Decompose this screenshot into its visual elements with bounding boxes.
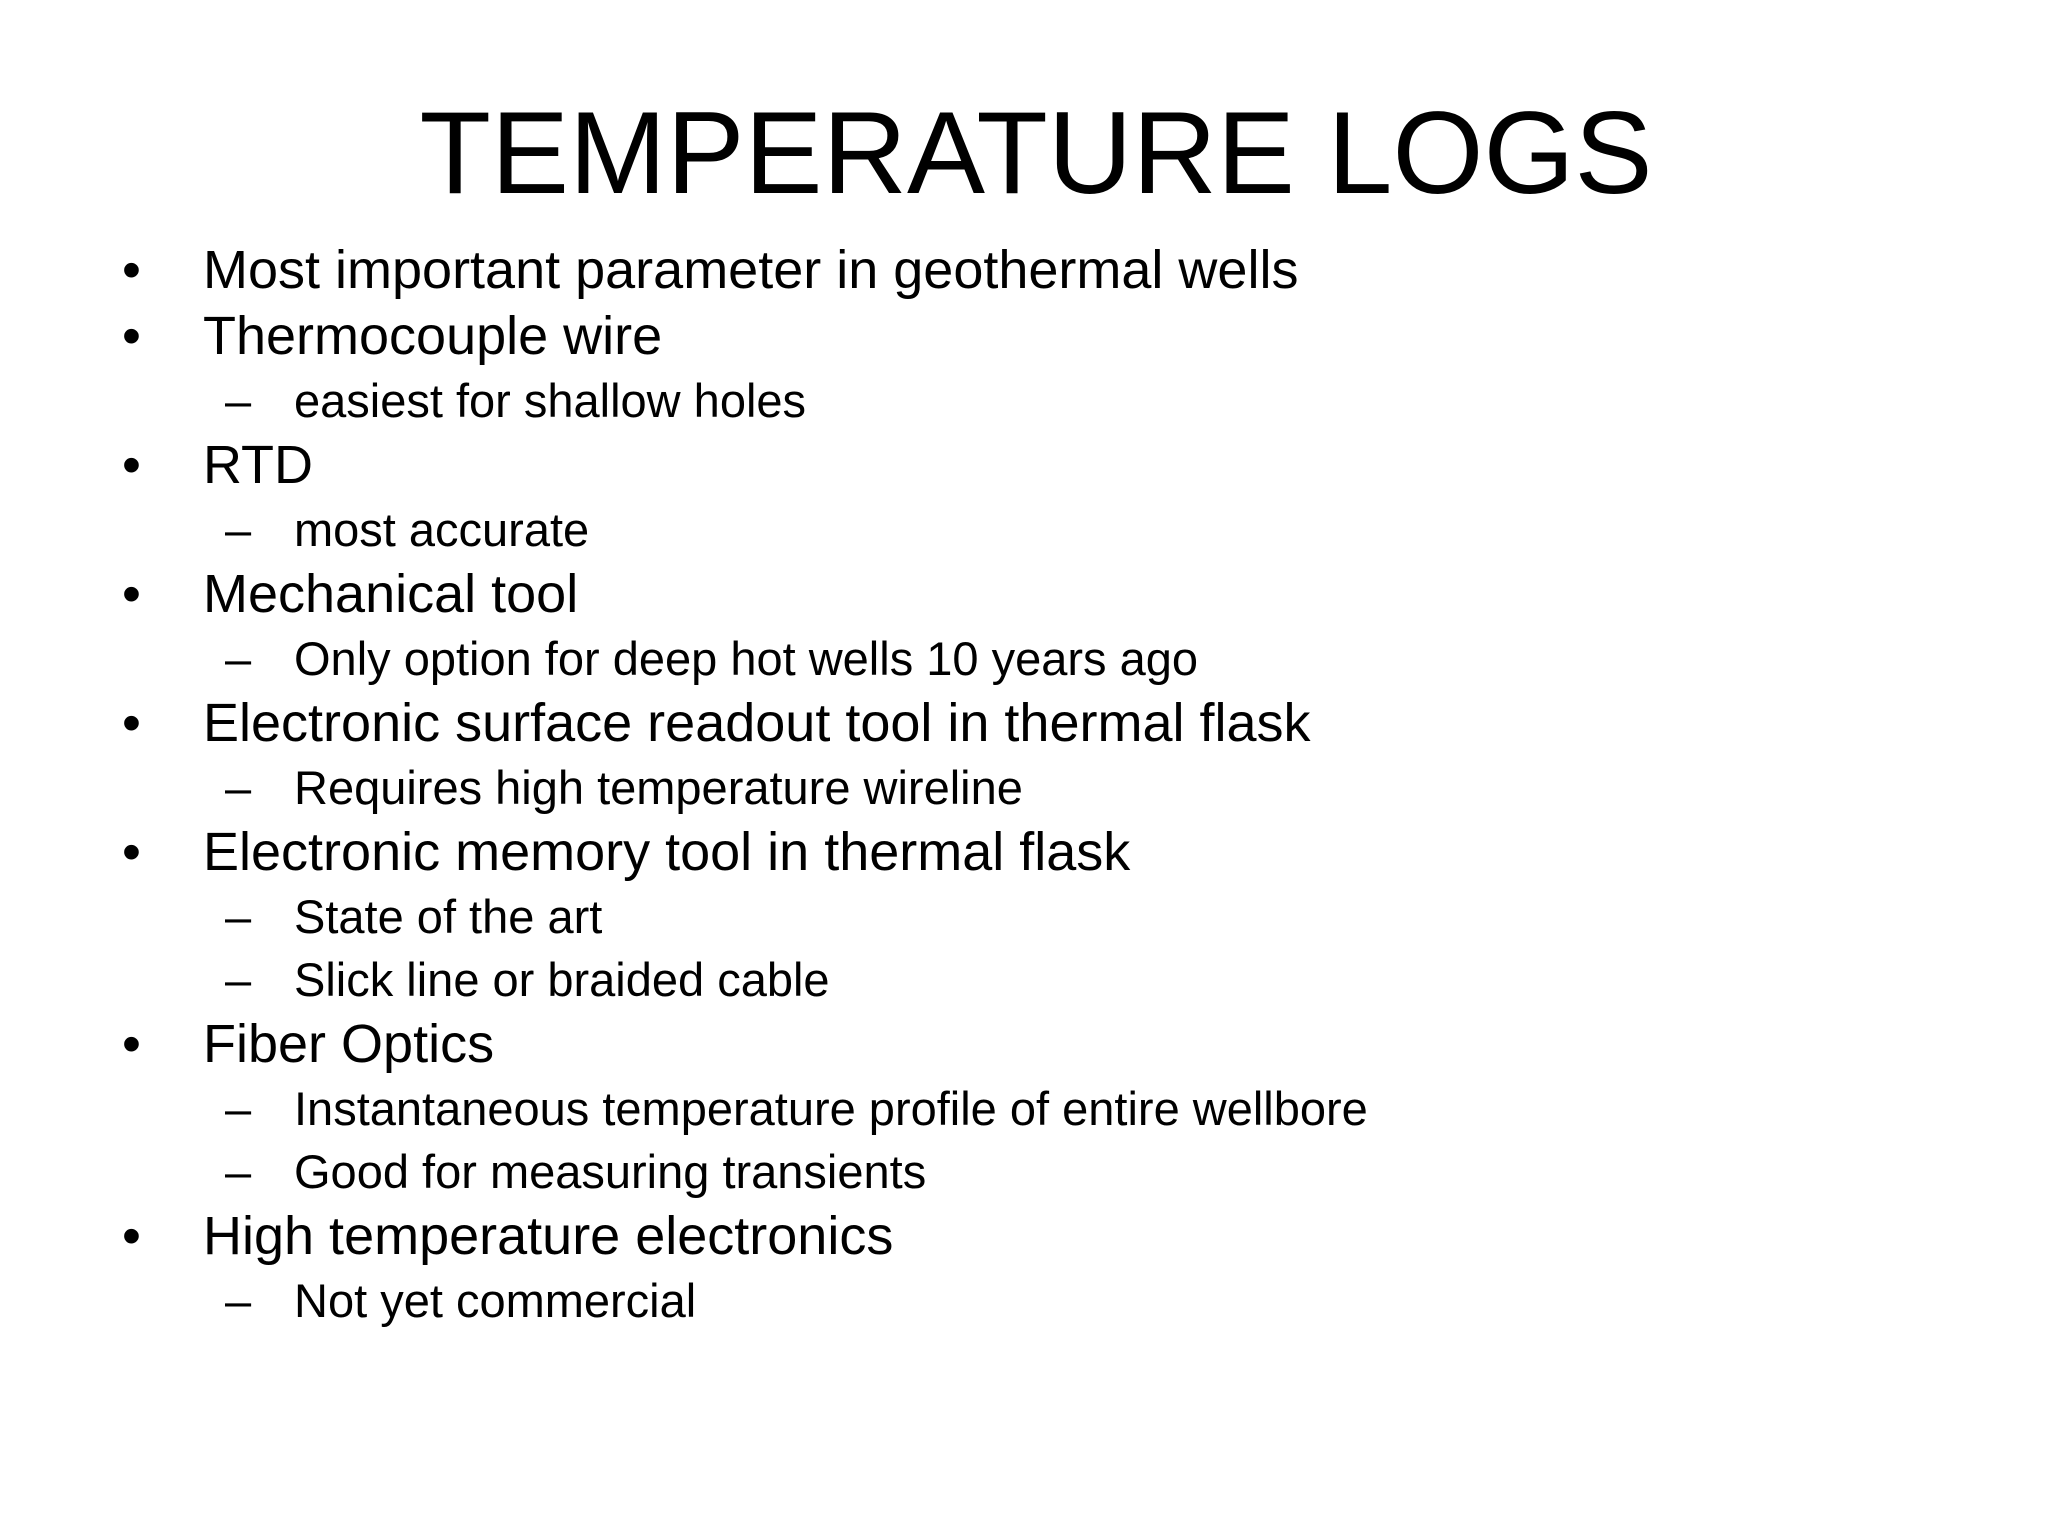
bullet-text: Electronic memory tool in thermal flask (203, 822, 1131, 882)
sub-bullet-text: Requires high temperature wireline (294, 761, 1023, 814)
sub-bullet-text: easiest for shallow holes (294, 374, 807, 427)
sub-bullet-text: Slick line or braided cable (294, 953, 830, 1006)
bullet-item (0, 303, 2048, 369)
bullet-item (0, 432, 2048, 498)
bullet-text: RTD (203, 435, 314, 495)
sub-bullet-text: most accurate (294, 503, 590, 556)
bullet-marker: • (122, 306, 141, 366)
sub-bullet-item (0, 1140, 2048, 1203)
sub-bullet-item (0, 369, 2048, 432)
sub-bullet-marker: – (225, 1082, 252, 1135)
sub-bullet-item (0, 1077, 2048, 1140)
sub-bullet-text: Not yet commercial (294, 1274, 697, 1327)
bullet-marker: • (122, 1206, 141, 1266)
sub-bullet-marker: – (225, 1274, 252, 1327)
bullet-text: Mechanical tool (203, 564, 579, 624)
bullet-text: High temperature electronics (203, 1206, 894, 1266)
bullet-item (0, 819, 2048, 885)
bullet-item (0, 690, 2048, 756)
bullet-marker: • (122, 564, 141, 624)
sub-bullet-text: Only option for deep hot wells 10 years ago (294, 632, 1198, 685)
sub-bullet-text: State of the art (294, 890, 603, 943)
bullet-item (0, 237, 2048, 303)
sub-bullet-item (0, 1269, 2048, 1332)
sub-bullet-item (0, 498, 2048, 561)
slide-title: TEMPERATURE LOGS (419, 87, 1653, 218)
bullet-item (0, 1011, 2048, 1077)
sub-bullet-marker: – (225, 761, 252, 814)
sub-bullet-marker: – (225, 1145, 252, 1198)
bullet-marker: • (122, 693, 141, 753)
sub-bullet-item (0, 948, 2048, 1011)
bullet-text: Most important parameter in geothermal wells (203, 240, 1299, 300)
bullet-marker: • (122, 822, 141, 882)
bullet-item (0, 1203, 2048, 1269)
sub-bullet-text: Instantaneous temperature profile of entire wellbore (294, 1082, 1368, 1135)
sub-bullet-marker: – (225, 953, 252, 1006)
bullet-text: Thermocouple wire (203, 306, 663, 366)
bullet-item (0, 561, 2048, 627)
sub-bullet-item (0, 627, 2048, 690)
sub-bullet-item (0, 885, 2048, 948)
bullet-list (0, 237, 2048, 1332)
sub-bullet-text: Good for measuring transients (294, 1145, 927, 1198)
sub-bullet-marker: – (225, 374, 252, 427)
bullet-text: Electronic surface readout tool in thermal flask (203, 693, 1311, 753)
sub-bullet-item (0, 756, 2048, 819)
sub-bullet-marker: – (225, 503, 252, 556)
bullet-marker: • (122, 240, 141, 300)
bullet-marker: • (122, 1014, 141, 1074)
sub-bullet-marker: – (225, 632, 252, 685)
bullet-text: Fiber Optics (203, 1014, 495, 1074)
sub-bullet-marker: – (225, 890, 252, 943)
bullet-marker: • (122, 435, 141, 495)
